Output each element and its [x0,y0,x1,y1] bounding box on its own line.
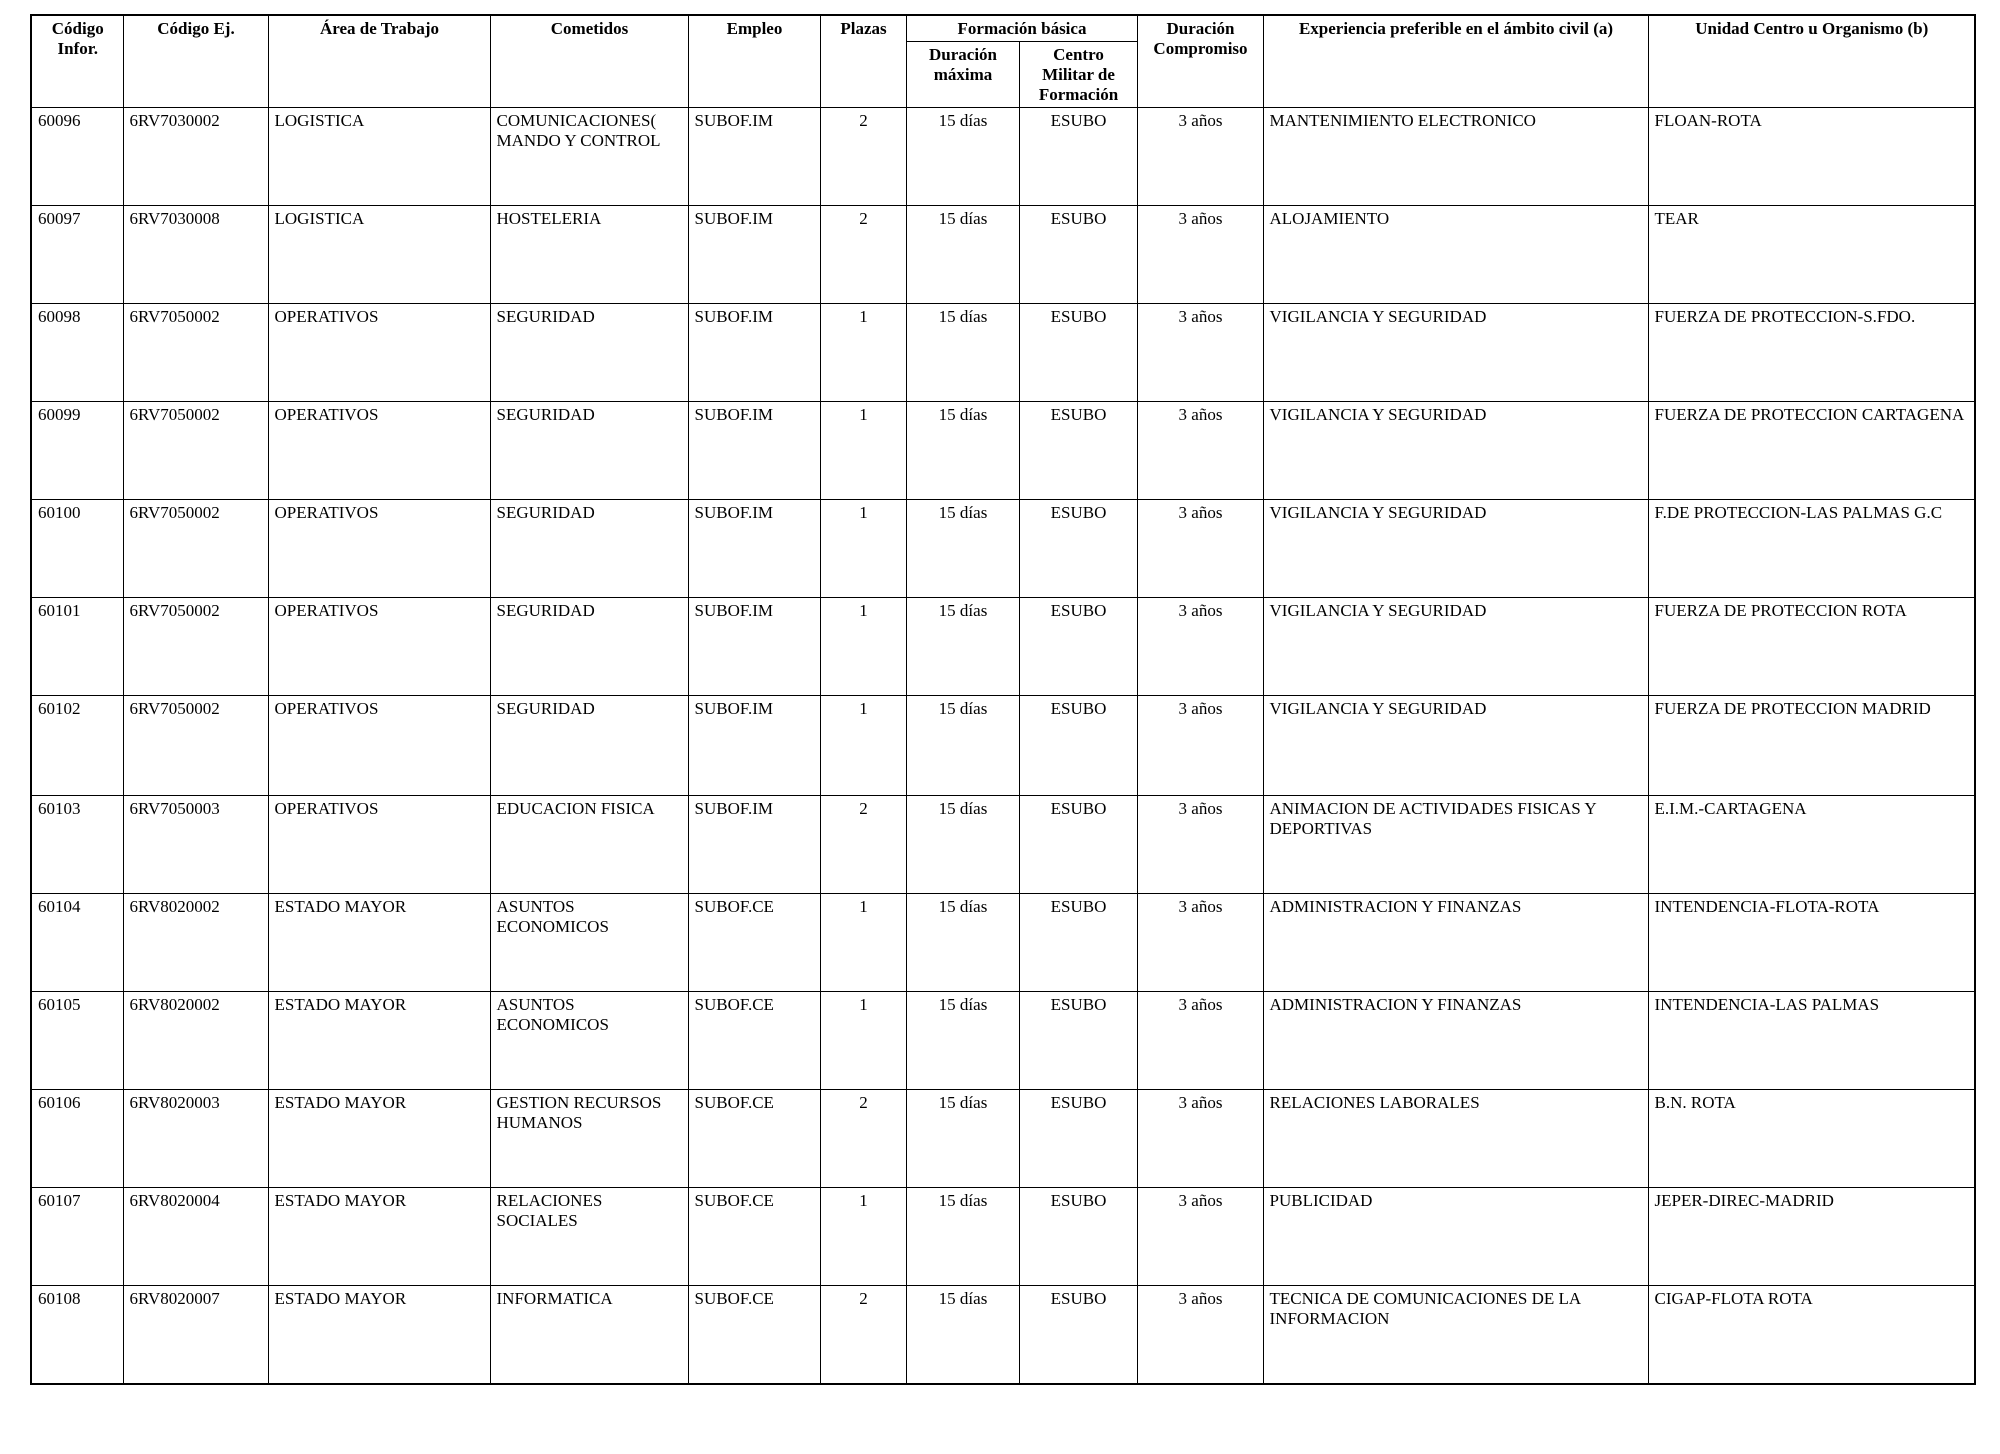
cell-duracion-compromiso: 3 años [1137,894,1263,992]
cell-codigo-infor: 60097 [31,206,123,304]
cell-duracion-compromiso: 3 años [1137,1188,1263,1286]
col-header-cometidos: Cometidos [490,15,688,108]
cell-area: OPERATIVOS [268,796,490,894]
cell-duracion-compromiso: 3 años [1137,304,1263,402]
cell-codigo-infor: 60100 [31,500,123,598]
cell-cometidos: SEGURIDAD [490,402,688,500]
cell-codigo-infor: 60103 [31,796,123,894]
cell-codigo-infor: 60101 [31,598,123,696]
cell-duracion-compromiso: 3 años [1137,402,1263,500]
cell-area: OPERATIVOS [268,500,490,598]
cell-area: ESTADO MAYOR [268,1286,490,1385]
cell-cometidos: INFORMATICA [490,1286,688,1385]
col-header-formacion-basica: Formación básica [906,15,1137,42]
cell-duracion-maxima: 15 días [906,304,1019,402]
cell-empleo: SUBOF.CE [688,894,820,992]
cell-duracion-maxima: 15 días [906,992,1019,1090]
cell-plazas: 2 [820,206,906,304]
cell-experiencia: PUBLICIDAD [1263,1188,1648,1286]
col-header-duracion-compromiso [1137,15,1263,108]
cell-cometidos: COMUNICACIONES( MANDO Y CONTROL [490,108,688,206]
cell-plazas: 2 [820,1090,906,1188]
cell-area: OPERATIVOS [268,304,490,402]
table-header [31,15,1975,108]
cell-area: ESTADO MAYOR [268,1090,490,1188]
col-header-duracion-maxima-line1: Duración [929,45,997,65]
col-header-empleo: Empleo [688,15,820,108]
cell-duracion-compromiso: 3 años [1137,796,1263,894]
cell-codigo-ej: 6RV7050002 [123,402,268,500]
table-row [31,1188,1975,1286]
cell-cometidos: EDUCACION FISICA [490,796,688,894]
cell-empleo: SUBOF.IM [688,796,820,894]
cell-unidad: INTENDENCIA-FLOTA-ROTA [1648,894,1975,992]
cell-cometidos: ASUNTOS ECONOMICOS [490,992,688,1090]
table-row [31,500,1975,598]
cell-codigo-infor: 60107 [31,1188,123,1286]
cell-centro: ESUBO [1019,500,1137,598]
col-header-codigo-infor-line2: Infor. [57,39,98,59]
col-header-codigo-infor [31,15,123,108]
cell-cometidos: SEGURIDAD [490,696,688,796]
cell-unidad: INTENDENCIA-LAS PALMAS [1648,992,1975,1090]
cell-unidad: FUERZA DE PROTECCION CARTAGENA [1648,402,1975,500]
cell-centro: ESUBO [1019,894,1137,992]
cell-codigo-ej: 6RV7050002 [123,500,268,598]
cell-plazas: 1 [820,894,906,992]
cell-unidad: JEPER-DIREC-MADRID [1648,1188,1975,1286]
cell-area: OPERATIVOS [268,402,490,500]
col-header-experiencia: Experiencia preferible en el ámbito civil (a) [1263,15,1648,108]
cell-duracion-compromiso: 3 años [1137,992,1263,1090]
table-row [31,894,1975,992]
cell-centro: ESUBO [1019,304,1137,402]
col-header-duracion-compromiso-line2: Compromiso [1153,39,1248,59]
cell-experiencia: TECNICA DE COMUNICACIONES DE LA INFORMACION [1263,1286,1648,1385]
col-header-area-trabajo: Área de Trabajo [268,15,490,108]
cell-codigo-ej: 6RV8020007 [123,1286,268,1385]
cell-codigo-ej: 6RV7030002 [123,108,268,206]
cell-duracion-compromiso: 3 años [1137,206,1263,304]
cell-duracion-maxima: 15 días [906,206,1019,304]
cell-duracion-compromiso: 3 años [1137,1286,1263,1385]
cell-codigo-ej: 6RV7050002 [123,598,268,696]
cell-unidad: E.I.M.-CARTAGENA [1648,796,1975,894]
col-header-duracion-compromiso-line1: Duración [1166,19,1235,38]
table-row [31,402,1975,500]
cell-unidad: FUERZA DE PROTECCION ROTA [1648,598,1975,696]
cell-experiencia: ADMINISTRACION Y FINANZAS [1263,992,1648,1090]
cell-codigo-infor: 60099 [31,402,123,500]
cell-plazas: 1 [820,500,906,598]
cell-codigo-infor: 60098 [31,304,123,402]
table-body [31,108,1975,1385]
cell-codigo-infor: 60105 [31,992,123,1090]
table-row [31,206,1975,304]
col-header-centro-line1: Centro [1053,45,1104,65]
cell-duracion-maxima: 15 días [906,108,1019,206]
cell-cometidos: SEGURIDAD [490,598,688,696]
cell-experiencia: RELACIONES LABORALES [1263,1090,1648,1188]
cell-experiencia: VIGILANCIA Y SEGURIDAD [1263,304,1648,402]
job-offers-table [30,14,1976,1385]
cell-area: OPERATIVOS [268,696,490,796]
cell-duracion-maxima: 15 días [906,1188,1019,1286]
cell-plazas: 1 [820,696,906,796]
cell-experiencia: ALOJAMIENTO [1263,206,1648,304]
cell-empleo: SUBOF.IM [688,500,820,598]
cell-experiencia: VIGILANCIA Y SEGURIDAD [1263,696,1648,796]
cell-duracion-maxima: 15 días [906,894,1019,992]
cell-plazas: 1 [820,304,906,402]
cell-empleo: SUBOF.IM [688,206,820,304]
cell-duracion-compromiso: 3 años [1137,1090,1263,1188]
cell-codigo-infor: 60104 [31,894,123,992]
cell-codigo-infor: 60096 [31,108,123,206]
cell-cometidos: ASUNTOS ECONOMICOS [490,894,688,992]
header-row-top [31,15,1975,42]
table-row [31,696,1975,796]
cell-duracion-compromiso: 3 años [1137,108,1263,206]
cell-cometidos: GESTION RECURSOS HUMANOS [490,1090,688,1188]
cell-centro: ESUBO [1019,1286,1137,1385]
table-row [31,1286,1975,1385]
cell-cometidos: SEGURIDAD [490,304,688,402]
col-header-codigo-infor-line1: Código [51,19,104,38]
cell-cometidos: SEGURIDAD [490,500,688,598]
col-header-duracion-maxima [906,42,1019,108]
col-header-centro-line3: Formación [1038,85,1119,105]
cell-codigo-ej: 6RV7050002 [123,696,268,796]
cell-centro: ESUBO [1019,1090,1137,1188]
table-row [31,1090,1975,1188]
cell-plazas: 1 [820,598,906,696]
cell-centro: ESUBO [1019,992,1137,1090]
cell-codigo-ej: 6RV8020003 [123,1090,268,1188]
cell-codigo-infor: 60108 [31,1286,123,1385]
cell-unidad: FUERZA DE PROTECCION-S.FDO. [1648,304,1975,402]
cell-centro: ESUBO [1019,598,1137,696]
table-row [31,598,1975,696]
cell-area: OPERATIVOS [268,598,490,696]
cell-area: LOGISTICA [268,108,490,206]
cell-duracion-compromiso: 3 años [1137,598,1263,696]
cell-plazas: 2 [820,1286,906,1385]
col-header-plazas: Plazas [820,15,906,108]
table-row [31,796,1975,894]
table-row [31,992,1975,1090]
cell-plazas: 2 [820,108,906,206]
cell-empleo: SUBOF.IM [688,108,820,206]
cell-codigo-infor: 60102 [31,696,123,796]
cell-codigo-ej: 6RV7050002 [123,304,268,402]
cell-experiencia: VIGILANCIA Y SEGURIDAD [1263,598,1648,696]
table-row [31,108,1975,206]
cell-empleo: SUBOF.IM [688,304,820,402]
cell-empleo: SUBOF.CE [688,992,820,1090]
cell-duracion-compromiso: 3 años [1137,696,1263,796]
cell-duracion-maxima: 15 días [906,500,1019,598]
cell-plazas: 1 [820,402,906,500]
cell-experiencia: ANIMACION DE ACTIVIDADES FISICAS Y DEPORTIVAS [1263,796,1648,894]
cell-duracion-maxima: 15 días [906,796,1019,894]
cell-unidad: TEAR [1648,206,1975,304]
cell-duracion-maxima: 15 días [906,402,1019,500]
cell-duracion-maxima: 15 días [906,598,1019,696]
cell-empleo: SUBOF.CE [688,1090,820,1188]
cell-centro: ESUBO [1019,108,1137,206]
cell-unidad: F.DE PROTECCION-LAS PALMAS G.C [1648,500,1975,598]
cell-duracion-maxima: 15 días [906,1090,1019,1188]
cell-area: ESTADO MAYOR [268,992,490,1090]
cell-plazas: 1 [820,992,906,1090]
cell-empleo: SUBOF.IM [688,402,820,500]
cell-empleo: SUBOF.CE [688,1188,820,1286]
cell-codigo-ej: 6RV8020004 [123,1188,268,1286]
cell-empleo: SUBOF.IM [688,696,820,796]
cell-centro: ESUBO [1019,206,1137,304]
cell-area: ESTADO MAYOR [268,894,490,992]
cell-duracion-maxima: 15 días [906,696,1019,796]
col-header-duracion-maxima-line2: máxima [933,65,993,85]
cell-duracion-maxima: 15 días [906,1286,1019,1385]
cell-cometidos: HOSTELERIA [490,206,688,304]
cell-codigo-ej: 6RV7050003 [123,796,268,894]
cell-codigo-ej: 6RV8020002 [123,992,268,1090]
cell-unidad: FLOAN-ROTA [1648,108,1975,206]
cell-unidad: CIGAP-FLOTA ROTA [1648,1286,1975,1385]
col-header-codigo-ej: Código Ej. [123,15,268,108]
cell-experiencia: ADMINISTRACION Y FINANZAS [1263,894,1648,992]
cell-cometidos: RELACIONES SOCIALES [490,1188,688,1286]
cell-unidad: FUERZA DE PROTECCION MADRID [1648,696,1975,796]
cell-codigo-ej: 6RV7030008 [123,206,268,304]
cell-centro: ESUBO [1019,1188,1137,1286]
cell-experiencia: VIGILANCIA Y SEGURIDAD [1263,402,1648,500]
cell-centro: ESUBO [1019,796,1137,894]
cell-codigo-infor: 60106 [31,1090,123,1188]
cell-centro: ESUBO [1019,402,1137,500]
col-header-centro-line2: Militar de [1042,65,1115,85]
col-header-centro-militar [1019,42,1137,108]
cell-area: LOGISTICA [268,206,490,304]
cell-empleo: SUBOF.CE [688,1286,820,1385]
cell-experiencia: VIGILANCIA Y SEGURIDAD [1263,500,1648,598]
cell-duracion-compromiso: 3 años [1137,500,1263,598]
cell-area: ESTADO MAYOR [268,1188,490,1286]
cell-empleo: SUBOF.IM [688,598,820,696]
cell-plazas: 2 [820,796,906,894]
cell-plazas: 1 [820,1188,906,1286]
cell-experiencia: MANTENIMIENTO ELECTRONICO [1263,108,1648,206]
cell-centro: ESUBO [1019,696,1137,796]
table-row [31,304,1975,402]
cell-codigo-ej: 6RV8020002 [123,894,268,992]
cell-unidad: B.N. ROTA [1648,1090,1975,1188]
col-header-unidad: Unidad Centro u Organismo (b) [1648,15,1975,108]
